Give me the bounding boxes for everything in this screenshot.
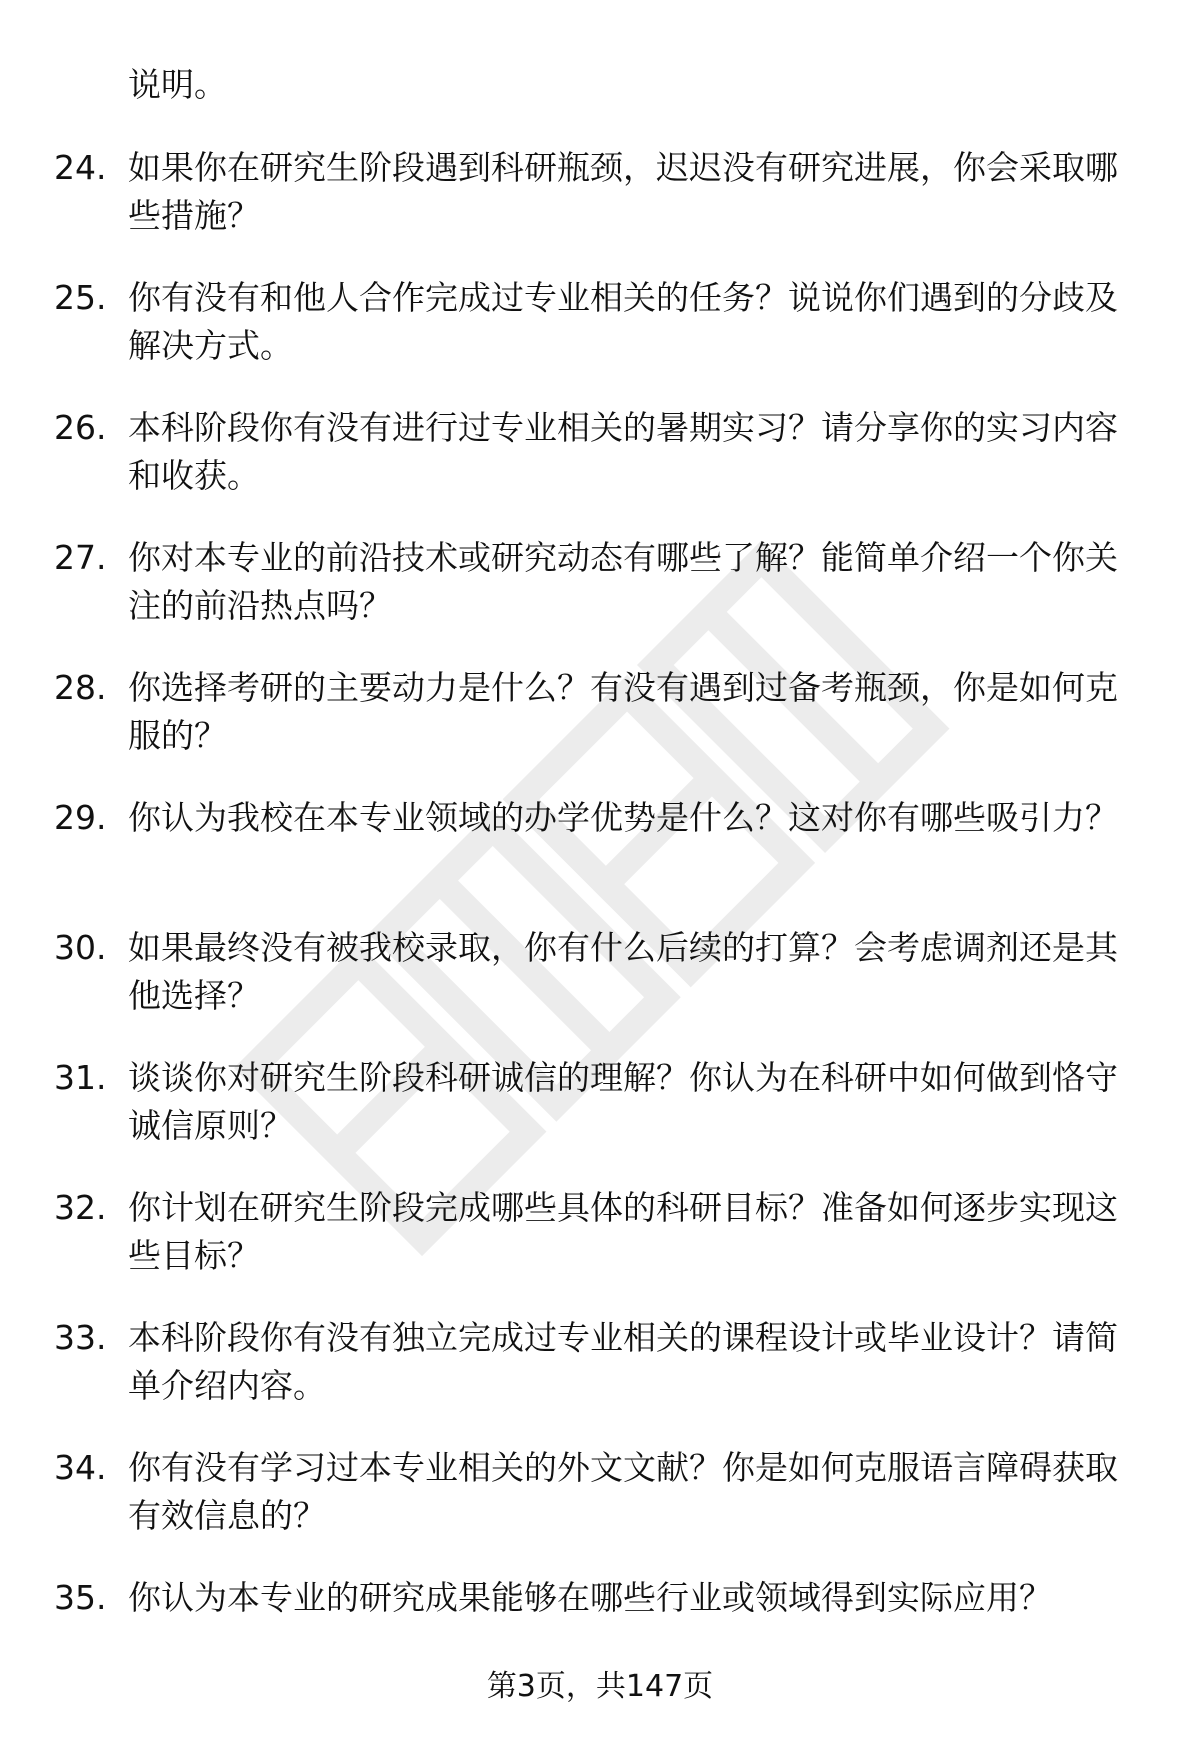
question-number: 31. (54, 1058, 107, 1097)
question-number: 27. (54, 538, 107, 577)
question-text: 你有没有学习过本专业相关的外文文献？你是如何克服语言障碍获取有效信息的？ (128, 1448, 1118, 1535)
continued-paragraph: 说明。 (128, 65, 227, 104)
question-number: 24. (54, 148, 107, 187)
question-item (0, 924, 1200, 1054)
question-text: 如果你在研究生阶段遇到科研瓶颈，迟迟没有研究进展，你会采取哪些措施？ (128, 148, 1118, 235)
question-text: 如果最终没有被我校录取，你有什么后续的打算？会考虑调剂还是其他选择？ (128, 928, 1118, 1015)
question-text: 你计划在研究生阶段完成哪些具体的科研目标？准备如何逐步实现这些目标？ (128, 1188, 1118, 1275)
question-item (0, 1184, 1200, 1314)
question-text: 本科阶段你有没有进行过专业相关的暑期实习？请分享你的实习内容和收获。 (128, 408, 1118, 495)
question-item (0, 1314, 1200, 1444)
question-item (0, 1054, 1200, 1184)
question-item (0, 404, 1200, 534)
question-text: 你选择考研的主要动力是什么？有没有遇到过备考瓶颈，你是如何克服的？ (128, 668, 1118, 755)
question-text: 你认为我校在本专业领域的办学优势是什么？这对你有哪些吸引力？ (128, 798, 1118, 837)
question-number: 25. (54, 278, 107, 317)
question-text: 你有没有和他人合作完成过专业相关的任务？说说你们遇到的分歧及解决方式。 (128, 278, 1118, 365)
question-text: 谈谈你对研究生阶段科研诚信的理解？你认为在科研中如何做到恪守诚信原则？ (128, 1058, 1118, 1145)
question-item (0, 1444, 1200, 1574)
question-number: 30. (54, 928, 107, 967)
question-item (0, 794, 1200, 924)
question-number: 35. (54, 1578, 107, 1617)
question-item (0, 534, 1200, 664)
question-item (0, 274, 1200, 404)
question-text: 本科阶段你有没有独立完成过专业相关的课程设计或毕业设计？请简单介绍内容。 (128, 1318, 1118, 1405)
question-number: 29. (54, 798, 107, 837)
question-item (0, 144, 1200, 274)
question-item (0, 664, 1200, 794)
question-list (0, 144, 1200, 1704)
question-number: 33. (54, 1318, 107, 1357)
question-number: 28. (54, 668, 107, 707)
question-text: 你对本专业的前沿技术或研究动态有哪些了解？能简单介绍一个你关注的前沿热点吗？ (128, 538, 1118, 625)
question-text: 你认为本专业的研究成果能够在哪些行业或领域得到实际应用？ (128, 1578, 1052, 1617)
question-number: 34. (54, 1448, 107, 1487)
question-number: 26. (54, 408, 107, 447)
question-number: 32. (54, 1188, 107, 1227)
page-footer: 第3页，共147页 (486, 1669, 714, 1704)
